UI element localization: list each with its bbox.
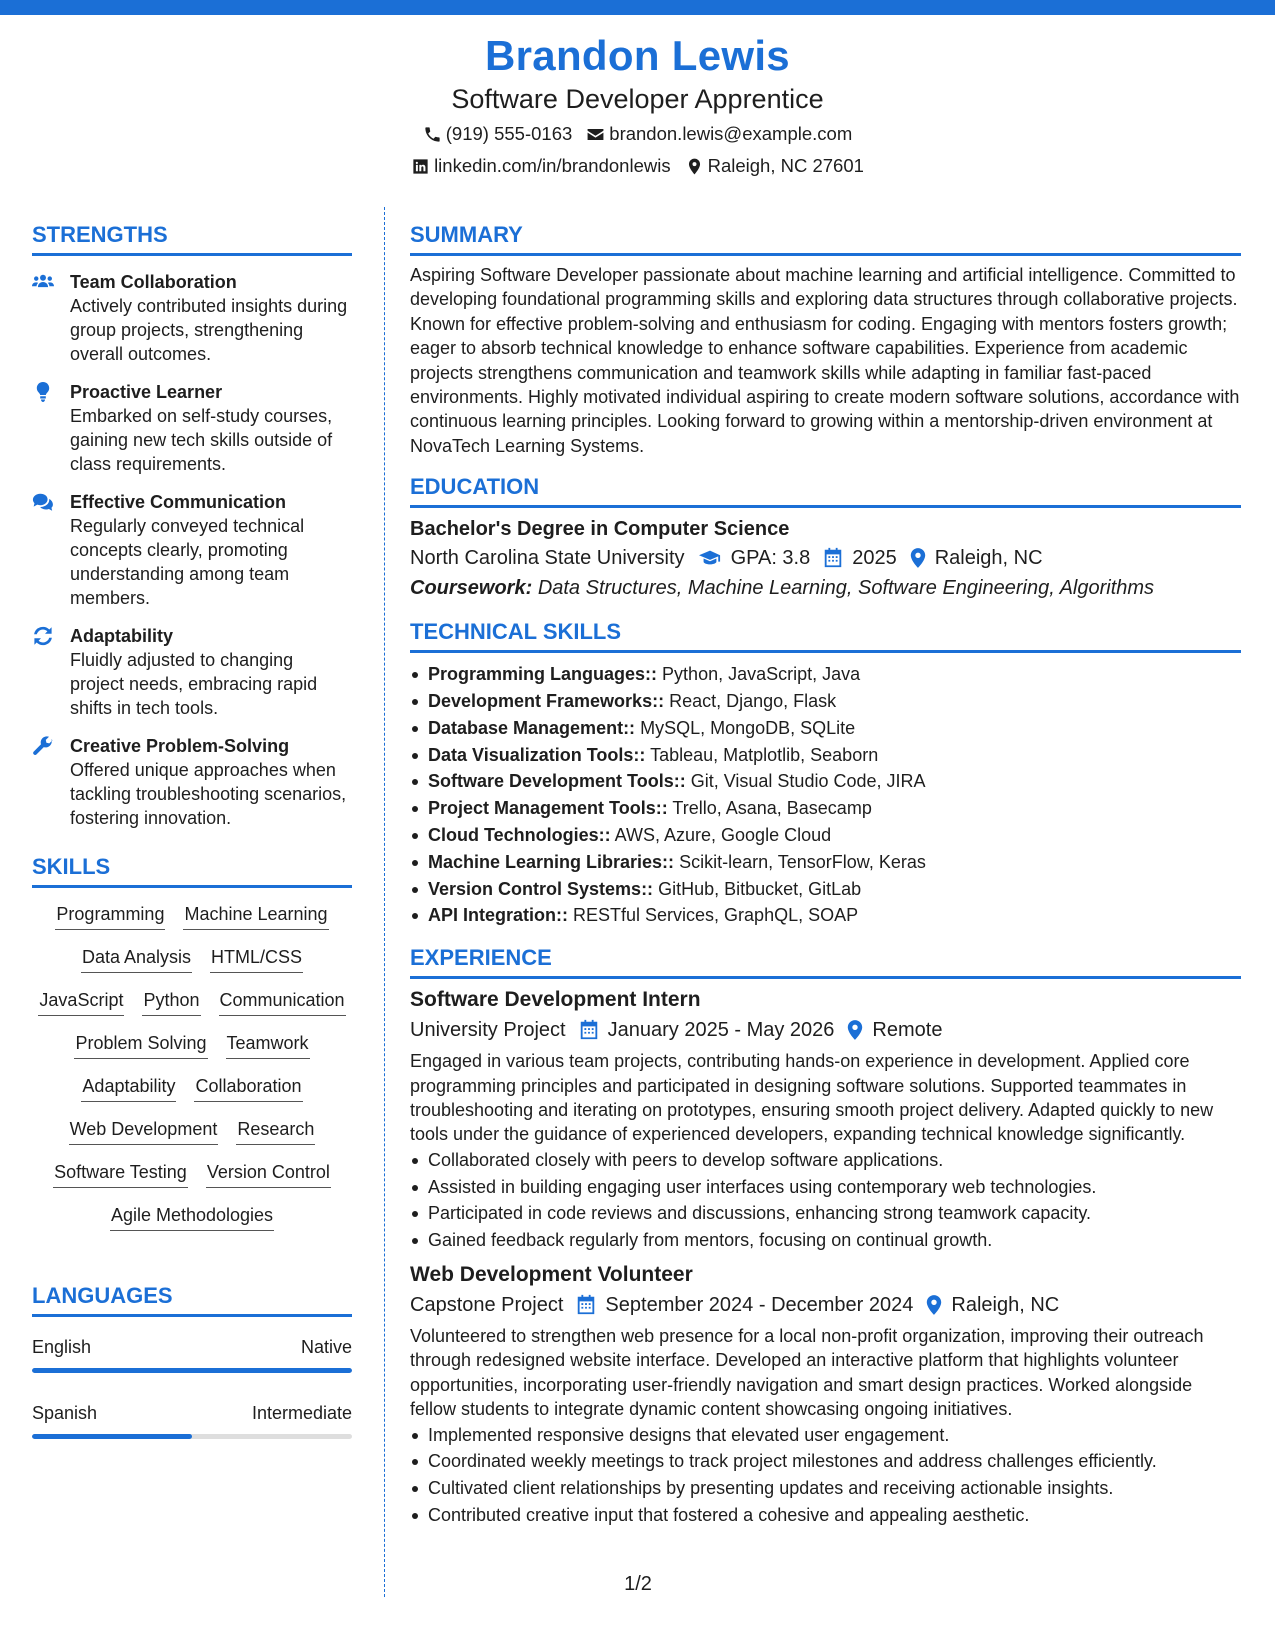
map-pin-icon: [925, 1294, 943, 1316]
calendar-icon: [575, 1294, 597, 1316]
map-pin-icon: [909, 547, 927, 569]
language-item: [32, 1335, 352, 1373]
list-item: Participated in code reviews and discussions, enhancing strong teamwork capacity.: [410, 1200, 1241, 1227]
contact-email[interactable]: [586, 122, 852, 146]
list-item: [410, 688, 1241, 715]
list-item: Contributed creative input that fostered a cohesive and appealing aesthetic.: [410, 1502, 1241, 1529]
language-item: [32, 1401, 352, 1439]
job-title: Software Development Intern: [410, 988, 701, 1012]
skill-chip: JavaScript: [38, 988, 124, 1016]
language-level-bar: [32, 1434, 352, 1439]
skill-category: Data Visualization Tools::: [428, 744, 646, 765]
phone-text: (919) 555-0163: [445, 123, 573, 144]
skill-values: Trello, Asana, Basecamp: [672, 798, 872, 819]
language-level-fill: [32, 1434, 192, 1439]
candidate-name: Brandon Lewis: [485, 32, 790, 79]
column-divider: [384, 207, 385, 1597]
skill-values: React, Django, Flask: [669, 691, 837, 712]
skills-heading: SKILLS: [32, 852, 352, 888]
education-heading: EDUCATION: [410, 472, 1241, 508]
comments-icon: [32, 492, 54, 512]
languages-heading: LANGUAGES: [32, 1281, 352, 1317]
skill-category: Programming Languages::: [428, 664, 658, 685]
job-dates: September 2024 - December 2024: [605, 1294, 914, 1317]
strength-title: Team Collaboration: [70, 272, 237, 292]
skill-category: Database Management::: [428, 717, 636, 738]
skill-values: MySQL, MongoDB, SQLite: [640, 717, 856, 738]
page-number: 1/2: [624, 1573, 652, 1595]
language-level: Intermediate: [251, 1403, 352, 1423]
list-item: Implemented responsive designs that elevated user engagement.: [410, 1422, 1241, 1449]
list-item: [410, 902, 1241, 929]
contact-location: [685, 154, 864, 178]
graduation-cap-icon: [697, 547, 723, 569]
gpa-text: GPA: 3.8: [730, 547, 811, 570]
list-item: Gained feedback regularly from mentors, focusing on continual growth.: [410, 1227, 1241, 1254]
strength-item: [32, 490, 352, 610]
list-item: Cultivated client relationships by presenting updates and receiving actionable insights.: [410, 1475, 1241, 1502]
skill-chip: Software Testing: [53, 1160, 188, 1188]
skill-values: Scikit-learn, TensorFlow, Keras: [679, 851, 926, 872]
users-icon: [32, 272, 54, 292]
skill-values: Git, Visual Studio Code, JIRA: [690, 771, 926, 792]
skill-chip: HTML/CSS: [210, 945, 303, 973]
skill-category: Project Management Tools::: [428, 798, 668, 819]
list-item: [410, 795, 1241, 822]
job-location: Remote: [872, 1019, 943, 1042]
job-org: University Project: [410, 1019, 566, 1042]
strength-item: [32, 734, 352, 830]
top-accent-bar: [0, 0, 1275, 15]
experience-heading: EXPERIENCE: [410, 943, 1241, 979]
language-level-bar: [32, 1368, 352, 1373]
job-bullets: [410, 1147, 1241, 1254]
skill-chip: Agile Methodologies: [110, 1203, 274, 1231]
job-bullets: [410, 1422, 1241, 1529]
skill-category: Version Control Systems::: [428, 878, 654, 899]
left-column: [32, 220, 352, 1439]
strength-desc: Embarked on self-study courses, gaining new tech skills outside of class requirements.: [70, 406, 333, 474]
skill-chip: Programming: [55, 902, 165, 930]
skill-chip: Adaptability: [81, 1074, 176, 1102]
school-name: North Carolina State University: [410, 547, 685, 570]
skill-chip: Teamwork: [226, 1031, 310, 1059]
job-description: Volunteered to strengthen web presence for a local non-profit organization, improving their outreach through redesigned website interface. Developed an interactive platform that highlights volunteer opportunities, incorporating user-friendly navigation and smart design practices. Worked alongside fellow students to integrate dynamic content showcasing ongoing initiatives.: [410, 1326, 1204, 1420]
sync-icon: [32, 626, 54, 646]
strength-desc: Regularly conveyed technical concepts clearly, promoting understanding among team members.: [70, 516, 305, 608]
wrench-icon: [32, 736, 54, 756]
job-location: Raleigh, NC: [951, 1294, 1060, 1317]
skill-chip: Problem Solving: [74, 1031, 207, 1059]
summary-text: Aspiring Software Developer passionate about machine learning and artificial intelligence. Committed to developing foundational programming skills and exploring data structures through collaborative projects. Known for effective problem-solving and enthusiasm for coding. Engaging with mentors fosters growth; eager to absorb technical knowledge to enhance software capabilities. Experience from academic projects strengthens communication and teamwork skills while adapting in familiar fast-paced environments. Highly motivated individual aspiring to create modern software solutions, accordance with continuous learning principles. Looking forward to growing within a mentorship-driven environment at NovaTech Learning Systems.: [410, 265, 1240, 456]
experience-entry: [410, 985, 1241, 1254]
technical-skills-heading: TECHNICAL SKILLS: [410, 617, 1241, 653]
skill-chip: Research: [236, 1117, 315, 1145]
list-item: [410, 715, 1241, 742]
list-item: Collaborated closely with peers to develop software applications.: [410, 1147, 1241, 1174]
education-location: Raleigh, NC: [934, 547, 1043, 570]
job-title: Web Development Volunteer: [410, 1263, 693, 1287]
list-item: Assisted in building engaging user interfaces using contemporary web technologies.: [410, 1174, 1241, 1201]
list-item: [410, 661, 1241, 688]
contact-row-1: [0, 122, 1275, 146]
skill-values: GitHub, Bitbucket, GitLab: [658, 878, 862, 899]
skills-cloud: [32, 902, 352, 1231]
strengths-heading: STRENGTHS: [32, 220, 352, 256]
skill-category: Development Frameworks::: [428, 691, 665, 712]
email-text: brandon.lewis@example.com: [609, 123, 853, 144]
contact-phone: [423, 122, 573, 146]
list-item: [410, 742, 1241, 769]
graduation-year: 2025: [852, 547, 897, 570]
coursework-list: Data Structures, Machine Learning, Software Engineering, Algorithms: [537, 577, 1155, 600]
strength-item: [32, 380, 352, 476]
skill-chip: Data Analysis: [81, 945, 192, 973]
location-text: Raleigh, NC 27601: [707, 155, 864, 176]
language-name: Spanish: [32, 1403, 98, 1423]
education-meta: [410, 543, 1241, 573]
phone-icon: [423, 125, 442, 144]
skill-values: AWS, Azure, Google Cloud: [614, 825, 832, 846]
strength-item: [32, 270, 352, 366]
job-dates: January 2025 - May 2026: [607, 1019, 835, 1042]
skill-chip: Collaboration: [194, 1074, 302, 1102]
strength-title: Effective Communication: [70, 492, 287, 512]
list-item: Coordinated weekly meetings to track project milestones and address challenges efficiently.: [410, 1448, 1241, 1475]
job-meta: [410, 1290, 1241, 1320]
envelope-icon: [586, 125, 605, 144]
language-name: English: [32, 1337, 92, 1357]
strength-item: [32, 624, 352, 720]
list-item: [410, 822, 1241, 849]
contact-linkedin[interactable]: [411, 154, 671, 178]
skill-values: Python, JavaScript, Java: [662, 664, 861, 685]
strength-desc: Fluidly adjusted to changing project needs, embracing rapid shifts in tech tools.: [70, 650, 318, 718]
calendar-icon: [578, 1019, 600, 1041]
skill-category: Machine Learning Libraries::: [428, 851, 675, 872]
strength-title: Adaptability: [70, 626, 174, 646]
list-item: [410, 876, 1241, 903]
candidate-title: Software Developer Apprentice: [451, 84, 824, 114]
map-pin-icon: [685, 157, 704, 176]
strength-desc: Offered unique approaches when tackling troubleshooting scenarios, fostering innovation.: [70, 760, 347, 828]
skill-chip: Version Control: [206, 1160, 331, 1188]
skill-category: Software Development Tools::: [428, 771, 686, 792]
skill-chip: Communication: [219, 988, 346, 1016]
language-level: Native: [300, 1337, 352, 1357]
skill-chip: Machine Learning: [183, 902, 328, 930]
lightbulb-icon: [32, 382, 54, 402]
linkedin-text: linkedin.com/in/brandonlewis: [434, 155, 671, 176]
skill-chip: Web Development: [69, 1117, 219, 1145]
contact-row-2: [0, 154, 1275, 178]
strength-desc: Actively contributed insights during group projects, strengthening overall outcomes.: [70, 296, 348, 364]
list-item: [410, 849, 1241, 876]
skill-values: RESTful Services, GraphQL, SOAP: [573, 905, 859, 926]
language-level-fill: [32, 1368, 352, 1373]
skill-category: Cloud Technologies::: [428, 825, 611, 846]
skill-category: API Integration::: [428, 905, 568, 926]
coursework: [410, 573, 1241, 603]
technical-skills-list: [410, 661, 1241, 929]
map-pin-icon: [846, 1019, 864, 1041]
job-org: Capstone Project: [410, 1294, 564, 1317]
job-description: Engaged in various team projects, contributing hands-on experience in development. Applied core programming principles and participated in designing software solutions. Supported teammates in troubleshooting and iterating on prototypes, ensuring smooth project delivery. Adapted quickly to new tools under the guidance of experienced developers, expanding technical knowledge significantly.: [410, 1051, 1214, 1145]
calendar-icon: [822, 547, 844, 569]
degree-title: Bachelor's Degree in Computer Science: [410, 518, 790, 541]
coursework-label: Coursework:: [410, 577, 533, 600]
right-column: [410, 220, 1241, 1529]
job-meta: [410, 1015, 1241, 1045]
list-item: [410, 768, 1241, 795]
strength-title: Creative Problem-Solving: [70, 736, 290, 756]
skill-values: Tableau, Matplotlib, Seaborn: [650, 744, 879, 765]
strength-title: Proactive Learner: [70, 382, 223, 402]
experience-entry: [410, 1260, 1241, 1529]
summary-heading: SUMMARY: [410, 220, 1241, 256]
skill-chip: Python: [142, 988, 200, 1016]
linkedin-icon: [411, 157, 430, 176]
resume-header: [0, 30, 1275, 178]
